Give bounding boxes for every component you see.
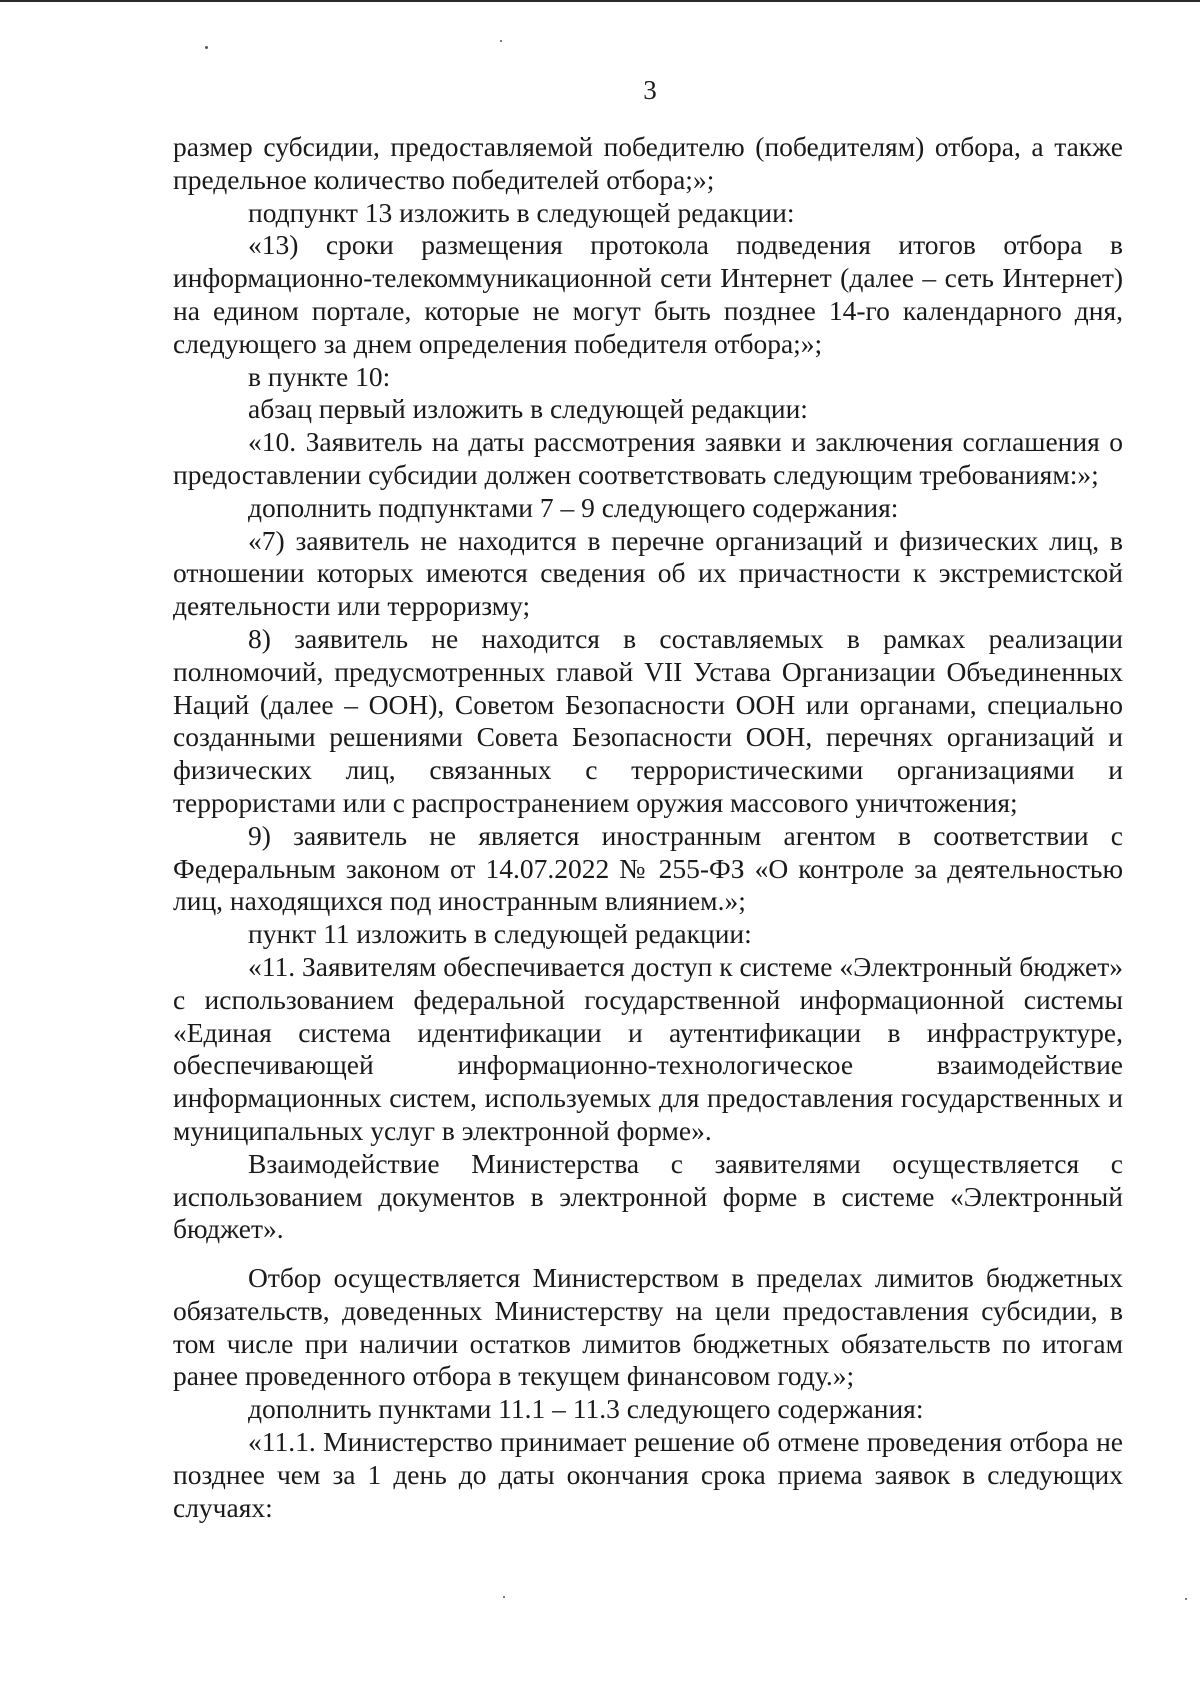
paragraph: дополнить подпунктами 7 – 9 следующего содержания: (248, 491, 899, 523)
paragraph: дополнить пунктами 11.1 – 11.3 следующего содержания: (248, 1393, 924, 1425)
paragraph: пункт 11 изложить в следующей редакции: (248, 918, 752, 950)
paragraph: в пункте 10: (248, 360, 391, 392)
paragraph: «11. Заявителям обеспечивается доступ к системе «Электронный бюджет» с использованием федеральной государственной информационной системы «Единая система идентификации и аутентификации в инфраструктуре, обеспечивающей информационно-технологическое взаимодействие информационных систем, используемых для предоставления государственных и муниципальных услуг в электронной форме». (173, 950, 1123, 1146)
page-number: 3 (643, 75, 657, 105)
paragraph: Отбор осуществляется Министерством в пределах лимитов бюджетных обязательств, доведенных Министерству на цели предоставления субсидии, в том числе при наличии остатков лимитов бюджетных обязательств по итогам ранее проведенного отбора в текущем финансовом году.»; (173, 1262, 1123, 1392)
paragraph: абзац первый изложить в следующей редакции: (248, 393, 808, 425)
scan-speck (1185, 1598, 1187, 1600)
page-top-edge (0, 0, 1200, 2)
paragraph: «11.1. Министерство принимает решение об отмене проведения отбора не позднее чем за 1 день до даты окончания срока приема заявок в следующих случаях: (173, 1426, 1123, 1523)
paragraph: «7) заявитель не находится в перечне организаций и физических лиц, в отношении которых имеются сведения об их причастности к экстремистской деятельности или терроризму; (173, 524, 1123, 622)
paragraph: 8) заявитель не находится в составляемых в рамках реализации полномочий, предусмотренных главой VII Устава Организации Объединенных Наций (далее – ООН), Советом Безопасности ООН или органами, специально созданными решениями Совета Безопасности ООН, перечнях организаций и физических лиц, связанных с террористическими организациями и террористами или с распространением оружия массового уничтожения; (173, 622, 1123, 818)
paragraph: размер субсидии, предоставляемой победителю (победителям) отбора, а также предельное количество победителей отбора;»; (173, 131, 1123, 195)
scan-speck (205, 46, 208, 49)
paragraph: Взаимодействие Министерства с заявителями осуществляется с использованием документов в электронной форме в системе «Электронный бюджет». (173, 1147, 1123, 1245)
paragraph: «13) сроки размещения протокола подведения итогов отбора в информационно-телекоммуникационной сети Интернет (далее – сеть Интернет) на едином портале, которые не могут быть позднее 14-го календарного дня, следующего за днем определения победителя отбора;»; (173, 229, 1123, 359)
paragraph: «10. Заявитель на даты рассмотрения заявки и заключения соглашения о предоставлении субсидии должен соответствовать следующим требованиям:»; (173, 426, 1123, 490)
scan-speck (503, 1596, 505, 1598)
document-body (173, 131, 1123, 1524)
paragraph: подпункт 13 изложить в следующей редакции: (248, 196, 795, 228)
scan-speck (500, 40, 502, 42)
paragraph: 9) заявитель не является иностранным агентом в соответствии с Федеральным законом от 14.07.2022 № 255-ФЗ «О контроле за деятельностью лиц, находящихся под иностранным влиянием.»; (173, 819, 1123, 917)
